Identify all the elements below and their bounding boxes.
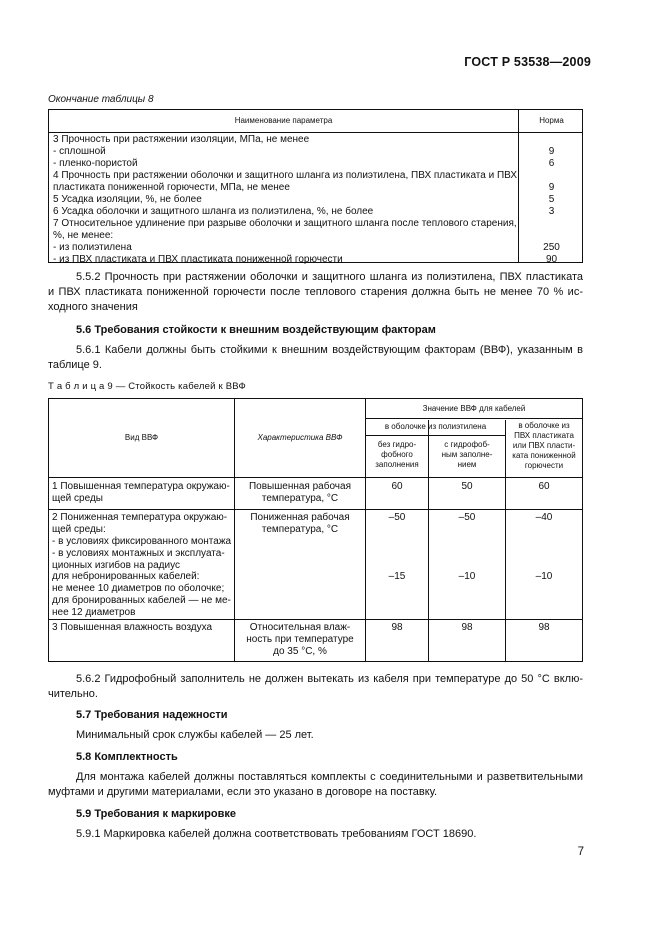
table9-row2-value: –50 xyxy=(388,512,406,523)
table9-col-pvc xyxy=(506,421,582,471)
cell-line: Пониженная рабочая xyxy=(250,512,350,523)
section-5-9-title: 5.9 Требования к маркировке xyxy=(76,808,236,820)
table9-row2-value: –50 xyxy=(458,512,476,523)
cell-line: щей среды xyxy=(52,493,103,504)
table8-line: - пленко-пористой xyxy=(53,158,138,169)
paragraph-5-7: Минимальный срок службы кабелей — 25 лет. xyxy=(76,729,314,741)
header-line: без гидро- xyxy=(377,440,417,449)
cell-line: ность при температуре xyxy=(246,634,354,645)
cell-line: ционных изгибов на радиус xyxy=(52,560,180,571)
cell-line: до 35 °С, % xyxy=(273,646,327,657)
table9-col-value: Значение ВВФ для кабелей xyxy=(422,404,526,413)
paragraph-5-8-cont: муфтами и другими материалами, если это указано в договоре на поставку. xyxy=(48,786,438,798)
table9-col-pe: в оболочке из полиэтилена xyxy=(384,422,487,431)
cell-line: - в условиях фиксированного монтажа xyxy=(52,536,232,547)
table8-line: 7 Относительное удлинение при разрыве оболочки и защитного шланга после теплового старения, xyxy=(53,218,517,229)
table9-caption: Т а б л и ц а 9 — Стойкость кабелей к ВВФ xyxy=(48,381,246,392)
header-line: ным заполне- xyxy=(441,450,493,459)
header-line: ката пониженной xyxy=(512,451,576,460)
table8-line: %, не менее: xyxy=(53,230,114,241)
table9-divider xyxy=(365,435,505,436)
table9-divider xyxy=(49,477,582,478)
cell-line: температура, °С xyxy=(261,493,339,504)
table9-divider xyxy=(365,418,582,419)
page-number: 7 xyxy=(577,846,584,858)
header-line: заполнения xyxy=(375,460,419,469)
table9-row1-value: 60 xyxy=(538,481,550,492)
paragraph-5-6-2-cont: чительно. xyxy=(48,688,98,700)
cell-line: Относительная влаж- xyxy=(249,622,351,633)
header-line: нием xyxy=(457,460,477,469)
paragraph-5-6-1-cont: таблице 9. xyxy=(48,359,102,371)
header-line: или ПВХ пласти- xyxy=(512,441,576,450)
p552-line: 5.5.2 Прочность при растяжении оболочки и защитного шланга из полиэтилена, ПВХ пластиката xyxy=(76,271,583,283)
table9-row3-value: 98 xyxy=(538,622,550,633)
table8-value: 9 xyxy=(548,146,555,157)
table9-row3-value: 98 xyxy=(461,622,473,633)
paragraph-5-6-2: 5.6.2 Гидрофобный заполнитель не должен вытекать из кабеля при температуре до 50 °С вклю- xyxy=(76,673,583,685)
table8-line: 3 Прочность при растяжении изоляции, МПа, не менее xyxy=(53,134,310,145)
section-5-8-title: 5.8 Комплектность xyxy=(76,751,178,763)
table9-col-kind: Вид ВВФ xyxy=(124,433,159,442)
table8-col-param: Наименование параметра xyxy=(49,110,519,132)
table8-line: 4 Прочность при растяжении оболочки и защитного шланга из полиэтилена, ПВХ пластиката и ПВХ xyxy=(53,170,518,181)
table8-header xyxy=(49,110,582,133)
table9-row2-kind-cont xyxy=(52,571,232,619)
table9-divider xyxy=(49,619,582,620)
table8-value: 6 xyxy=(548,158,555,169)
cell-line: нее 12 диаметров xyxy=(52,607,136,618)
table9-row3-kind: 3 Повышенная влажность воздуха xyxy=(52,622,213,633)
table8-value: 90 xyxy=(545,254,558,265)
cell-line: 1 Повышенная температура окружаю- xyxy=(52,481,230,492)
table9-row1-char xyxy=(235,481,365,505)
cell-line: - в условиях монтажных и эксплуата- xyxy=(52,548,225,559)
table8-value: 5 xyxy=(548,194,555,205)
section-5-6-title: 5.6 Требования стойкости к внешним воздействующим факторам xyxy=(76,324,436,336)
header-line: фобного xyxy=(381,450,413,459)
table9-row3-value: 98 xyxy=(391,622,403,633)
table9-col-pe-wet xyxy=(429,440,505,470)
table8-line: пластиката пониженной горючести, МПа, не менее xyxy=(53,182,290,193)
cell-line: Повышенная рабочая xyxy=(248,481,351,492)
table9-row2-kind xyxy=(52,512,232,572)
p552-line: ходного значения xyxy=(48,301,138,313)
table9-row1-value: 60 xyxy=(391,481,403,492)
table9-row2-value: –10 xyxy=(458,571,476,582)
section-5-7-title: 5.7 Требования надежности xyxy=(76,709,228,721)
paragraph-5-6-1: 5.6.1 Кабели должны быть стойкими к внешним воздействующим факторам (ВВФ), указанным в xyxy=(76,344,583,356)
table8-line: 6 Усадка оболочки и защитного шланга из полиэтилена, %, не более xyxy=(53,206,374,217)
table9-row2-char xyxy=(235,512,365,536)
table8 xyxy=(48,109,583,263)
cell-line: для небронированных кабелей: xyxy=(52,571,200,582)
table8-value: 250 xyxy=(543,242,560,253)
cell-line: 2 Пониженная температура окружаю- xyxy=(52,512,228,523)
header-line: с гидрофоб- xyxy=(444,440,490,449)
cell-line: для бронированных кабелей — не ме- xyxy=(52,595,231,606)
table8-line: 5 Усадка изоляции, %, не более xyxy=(53,194,202,205)
cell-line: температура, °С xyxy=(261,524,339,535)
paragraph-5-8: Для монтажа кабелей должны поставляться комплекты с соединительными и разветвительными xyxy=(76,771,583,783)
header-line: горючести xyxy=(524,461,564,470)
table8-line: - из ПВХ пластиката и ПВХ пластиката пониженной горючести xyxy=(53,254,343,265)
table8-col-norm: Норма xyxy=(539,116,564,125)
cell-line: щей среды: xyxy=(52,524,106,535)
table9-row2-value: –15 xyxy=(388,571,406,582)
p552-line: и ПВХ пластиката пониженной горючести после теплового старения должна быть не менее 70 % ис- xyxy=(48,286,583,298)
table9-row1-kind xyxy=(52,481,232,505)
cell-line: не менее 10 диаметров по оболочке; xyxy=(52,583,225,594)
table8-caption: Окончание таблицы 8 xyxy=(48,94,154,105)
table9-col-pe-dry xyxy=(366,440,428,470)
table9-row1-value: 50 xyxy=(461,481,473,492)
paragraph-5-5-2 xyxy=(48,270,583,285)
table9 xyxy=(48,398,583,662)
table9-row2-value: –10 xyxy=(535,571,553,582)
table9-divider xyxy=(49,509,582,510)
header-line: ПВХ пластиката xyxy=(514,431,574,440)
table8-value: 9 xyxy=(548,182,555,193)
table8-line: - сплошной xyxy=(53,146,106,157)
table9-row3-char xyxy=(235,622,365,658)
paragraph-5-9-1: 5.9.1 Маркировка кабелей должна соответствовать требованиям ГОСТ 18690. xyxy=(76,828,477,840)
document-header: ГОСТ Р 53538—2009 xyxy=(464,55,591,69)
table8-value: 3 xyxy=(548,206,555,217)
header-line: в оболочке из xyxy=(518,421,570,430)
table9-row2-value: –40 xyxy=(535,512,553,523)
table9-col-char: Характеристика ВВФ xyxy=(257,433,343,442)
table8-line: - из полиэтилена xyxy=(53,242,132,253)
